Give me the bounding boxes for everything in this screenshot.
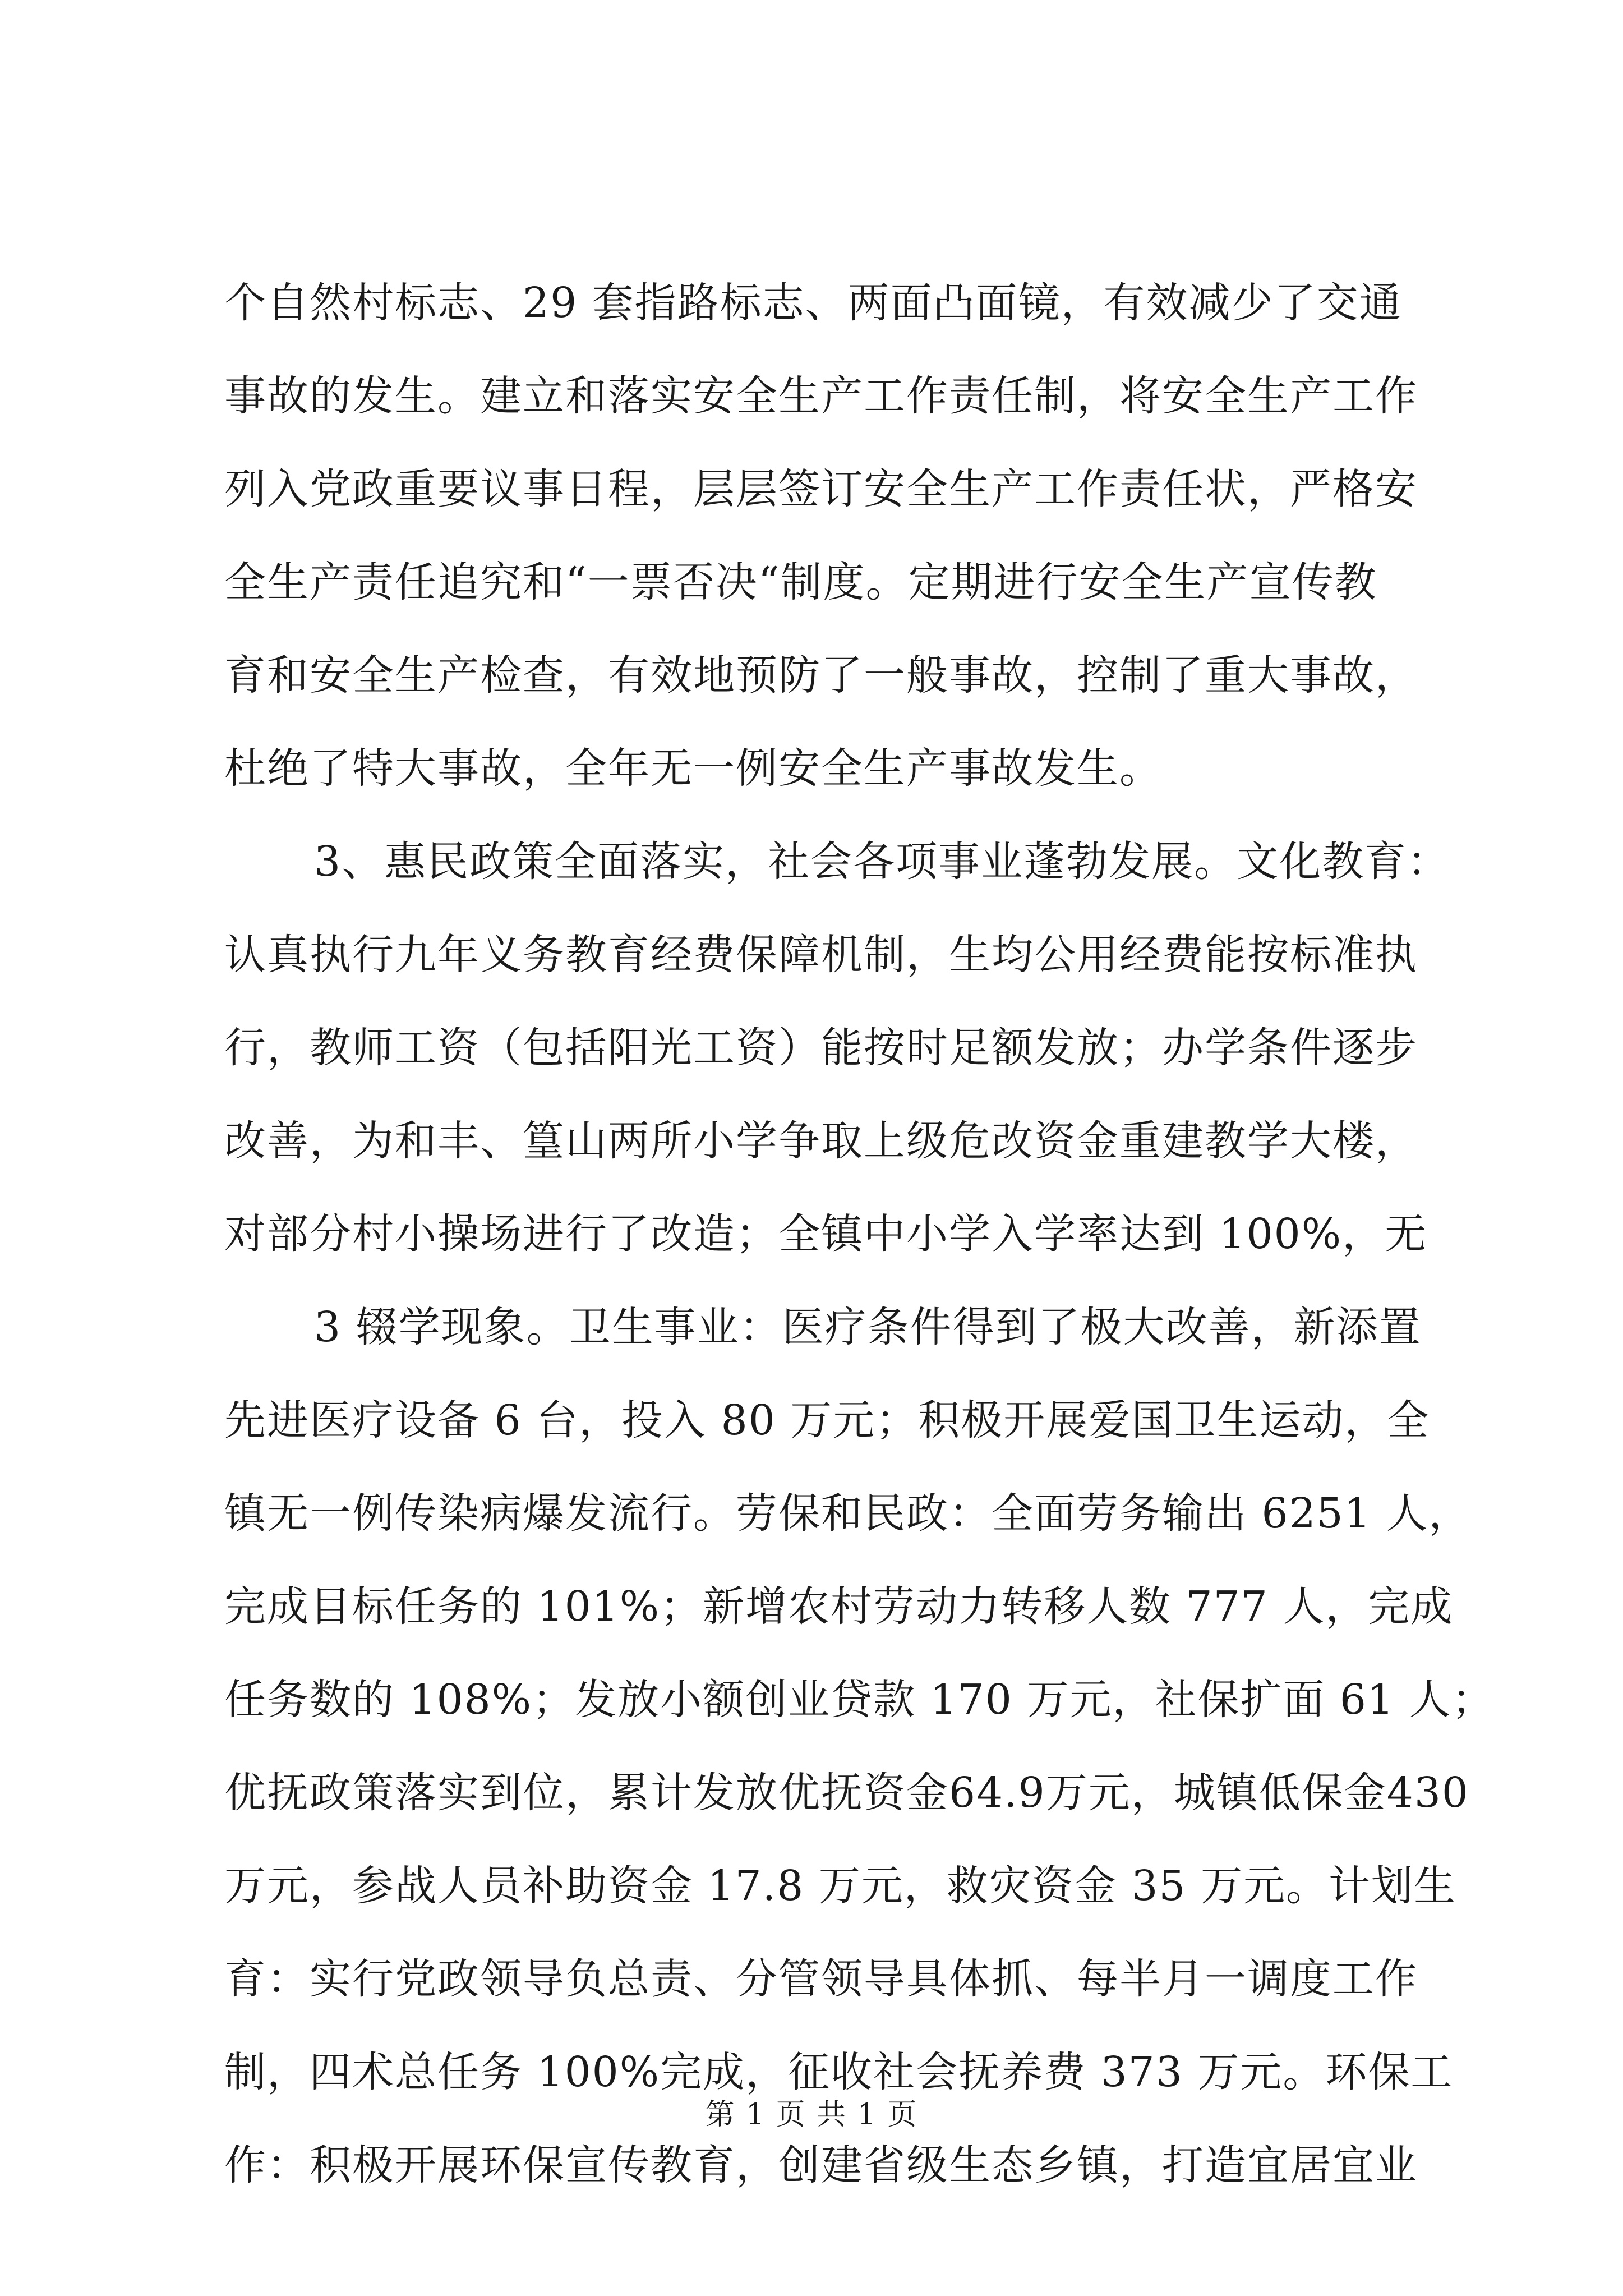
text-line: 育：实行党政领导负总责、分管领导具体抓、每半月一调度工作 <box>224 1955 1418 2003</box>
text-line: 优抚政策落实到位，累计发放优抚资金64.9万元，城镇低保金430 <box>224 1769 1470 1817</box>
text-line: 先进医疗设备 6 台，投入 80 万元；积极开展爱国卫生运动，全 <box>224 1396 1430 1444</box>
text-line: 杜绝了特大事故，全年无一例安全生产事故发生。 <box>224 744 1162 793</box>
text-line: 完成目标任务的 101%；新增农村劳动力转移人数 777 人，完成 <box>224 1582 1454 1631</box>
text-line: 改善，为和丰、篁山两所小学争取上级危改资金重建教学大楼， <box>224 1117 1418 1165</box>
text-line: 育和安全生产检查，有效地预防了一般事故，控制了重大事故， <box>224 651 1418 700</box>
text-line: 制，四术总任务 100%完成，征收社会抚养费 373 万元。环保工 <box>224 2048 1454 2096</box>
text-line: 镇无一例传染病爆发流行。劳保和民政：全面劳务输出 6251 人， <box>224 1489 1472 1538</box>
text-line: 作：积极开展环保宣传教育，创建省级生态乡镇，打造宜居宜业 <box>224 2141 1418 2189</box>
page-footer: 第 1 页 共 1 页 <box>705 2098 918 2132</box>
text-line: 万元，参战人员补助资金 17.8 万元，救灾资金 35 万元。计划生 <box>224 1862 1457 1910</box>
text-line: 个自然村标志、29 套指路标志、两面凸面镜，有效减少了交通 <box>224 279 1402 327</box>
text-line: 3、惠民政策全面落实，社会各项事业蓬勃发展。文化教育： <box>314 838 1450 886</box>
text-line: 对部分村小操场进行了改造；全镇中小学入学率达到 100%，无 <box>224 1210 1428 1258</box>
text-line: 事故的发生。建立和落实安全生产工作责任制，将安全生产工作 <box>224 372 1418 420</box>
text-line: 认真执行九年义务教育经费保障机制，生均公用经费能按标准执 <box>224 931 1418 979</box>
text-line: 列入党政重要议事日程，层层签订安全生产工作责任状，严格安 <box>224 465 1418 513</box>
text-line: 行，教师工资（包括阳光工资）能按时足额发放；办学条件逐步 <box>224 1024 1418 1072</box>
text-line: 任务数的 108%；发放小额创业贷款 170 万元，社保扩面 61 人； <box>224 1676 1495 1724</box>
text-line: 全生产责任追究和“一票否决“制度。定期进行安全生产宣传教 <box>224 558 1377 606</box>
body-text <box>224 275 1495 2230</box>
text-line: 3 辍学现象。卫生事业：医疗条件得到了极大改善，新添置 <box>314 1303 1422 1351</box>
